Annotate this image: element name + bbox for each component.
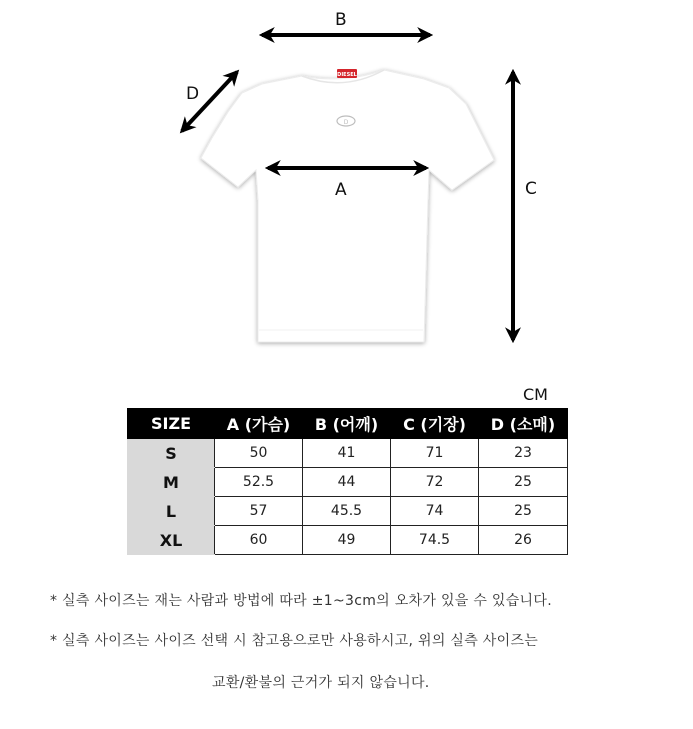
note-no-exchange: 교환/환불의 근거가 되지 않습니다.: [212, 675, 430, 691]
size-diagram: [0, 0, 693, 360]
sleeve-cell: 25: [479, 468, 568, 497]
header-shoulder: B (어깨): [303, 409, 391, 439]
label-b: B: [335, 10, 347, 30]
shoulder-cell: 45.5: [303, 497, 391, 526]
table-row: [128, 526, 568, 555]
size-table: [127, 408, 568, 555]
note-reference: * 실측 사이즈는 사이즈 선택 시 참고용으로만 사용하시고, 위의 실측 사이즈는: [50, 633, 539, 649]
table-header-row: [128, 409, 568, 439]
note-tolerance: * 실측 사이즈는 재는 사람과 방법에 따라 ±1~3cm의 오차가 있을 수 있습니다.: [50, 593, 552, 609]
length-cell: 71: [391, 439, 479, 468]
size-cell: XL: [128, 526, 215, 555]
brand-tag-text: DIESEL: [337, 72, 357, 78]
table-row: [128, 439, 568, 468]
svg-text:D: D: [343, 119, 349, 126]
header-length: C (기장): [391, 409, 479, 439]
size-cell: M: [128, 468, 215, 497]
shoulder-cell: 49: [303, 526, 391, 555]
size-cell: L: [128, 497, 215, 526]
header-size: SIZE: [128, 409, 215, 439]
size-cell: S: [128, 439, 215, 468]
table-row: [128, 468, 568, 497]
length-cell: 74: [391, 497, 479, 526]
label-c: C: [525, 179, 537, 199]
chest-cell: 52.5: [215, 468, 303, 497]
label-d: D: [186, 84, 200, 104]
label-a: A: [335, 180, 347, 200]
shoulder-cell: 44: [303, 468, 391, 497]
brand-tag: [337, 69, 358, 78]
chest-cell: 50: [215, 439, 303, 468]
header-chest: A (가슴): [215, 409, 303, 439]
unit-label: CM: [523, 385, 548, 404]
tshirt-shape: [201, 70, 494, 342]
sleeve-cell: 26: [479, 526, 568, 555]
header-sleeve: D (소매): [479, 409, 568, 439]
chest-cell: 60: [215, 526, 303, 555]
sleeve-cell: 25: [479, 497, 568, 526]
shoulder-cell: 41: [303, 439, 391, 468]
length-cell: 74.5: [391, 526, 479, 555]
sleeve-cell: 23: [479, 439, 568, 468]
table-row: [128, 497, 568, 526]
length-cell: 72: [391, 468, 479, 497]
chest-cell: 57: [215, 497, 303, 526]
